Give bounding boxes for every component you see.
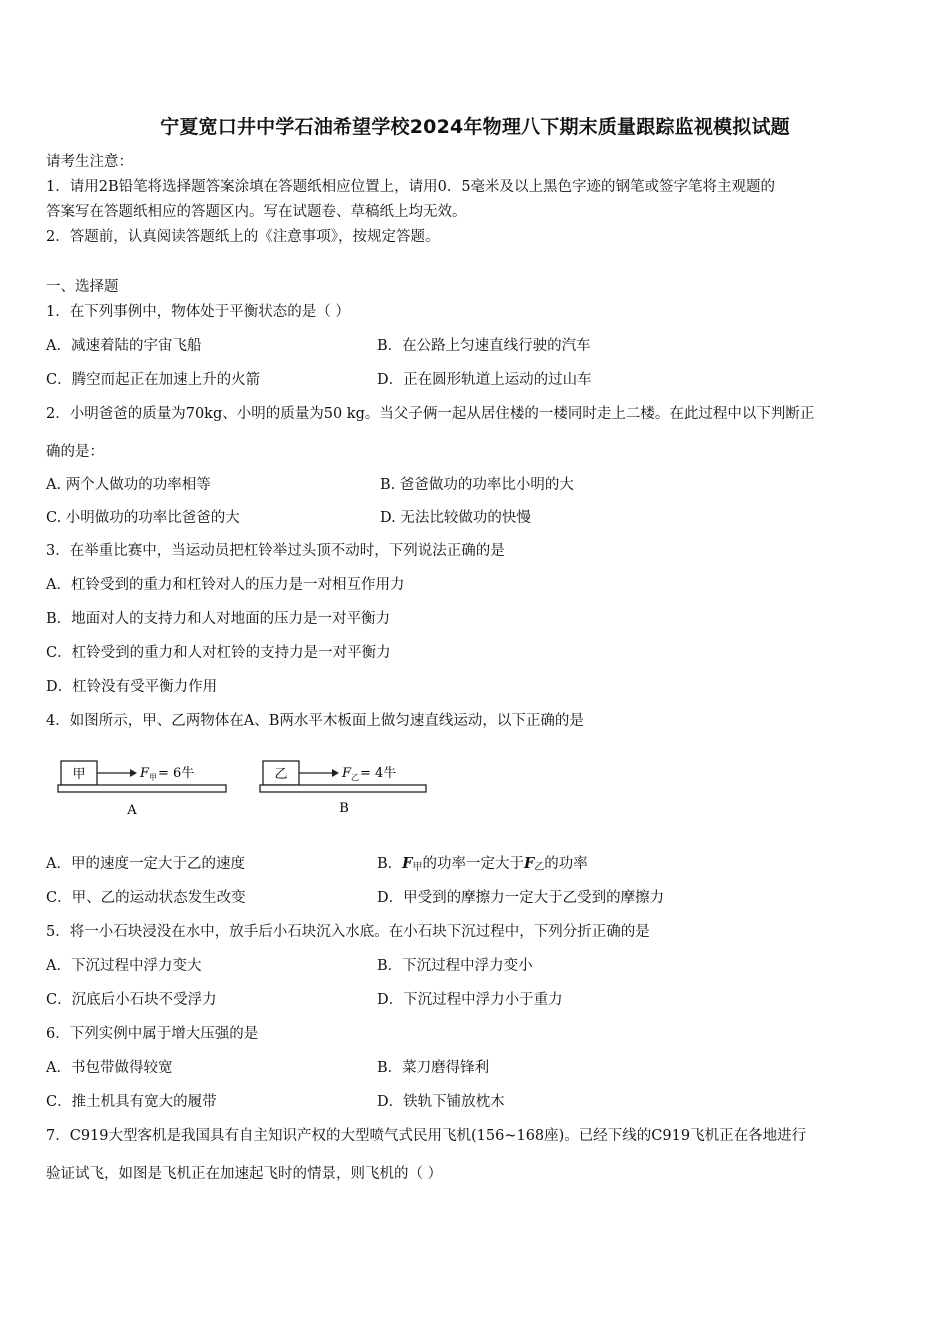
question-4-option-c: C．甲、乙的运动状态发生改变	[46, 890, 246, 906]
question-6-stem: 6．下列实例中属于增大压强的是	[46, 1026, 259, 1042]
force-arrow-b-head	[332, 769, 339, 777]
question-2-option-c: C. 小明做功的功率比爸爸的大	[46, 510, 240, 526]
section-heading: 一、选择题	[46, 279, 119, 295]
question-4-option-d: D．甲受到的摩擦力一定大于乙受到的摩擦力	[377, 890, 665, 906]
question-6-option-b: B．菜刀磨得锋利	[377, 1060, 490, 1076]
question-2-option-d: D. 无法比较做功的快慢	[380, 510, 531, 526]
question-3-option-d: D．杠铃没有受平衡力作用	[46, 679, 218, 695]
board-a-label: A	[127, 803, 137, 818]
board-b-label: B	[339, 801, 349, 816]
question-6-option-a: A．书包带做得较宽	[46, 1060, 173, 1076]
notice-heading: 请考生注意：	[46, 154, 133, 170]
question-7-stem-line-1: 7．C919大型客机是我国具有自主知识产权的大型喷气式民用飞机(156~168座)。已经下线的C919飞机正在各地进行	[46, 1128, 807, 1144]
question-2-stem-line-2: 确的是：	[46, 444, 104, 460]
question-2-stem-line-1: 2．小明爸爸的质量为70kg、小明的质量为50 kg。当父子俩一起从居住楼的一楼同时走上二楼。在此过程中以下判断正	[46, 406, 815, 422]
question-1-option-a: A．减速着陆的宇宙飞船	[46, 338, 202, 354]
question-1-stem: 1．在下列事例中，物体处于平衡状态的是（ ）	[46, 304, 350, 320]
force-b-label: $F_乙= 4$牛	[342, 766, 397, 782]
notice-item-1-line-1: 1．请用2B铅笔将选择题答案涂填在答题纸相应位置上，请用0．5毫米及以上黑色字迹的钢笔或签字笔将主观题的	[46, 179, 776, 195]
question-3-stem: 3．在举重比赛中，当运动员把杠铃举过头顶不动时，下列说法正确的是	[46, 543, 505, 559]
question-3-option-a: A．杠铃受到的重力和杠铃对人的压力是一对相互作用力	[46, 577, 405, 593]
question-2-option-a: A. 两个人做功的功率相等	[46, 477, 211, 493]
force-arrow-a-head	[130, 769, 137, 777]
page-title: 宁夏宽口井中学石油希望学校2024年物理八下期末质量跟踪监视模拟试题	[160, 116, 790, 138]
question-4-option-b: B．$F_甲$的功率一定大于$F_乙$的功率	[377, 855, 588, 873]
notice-item-2: 2．答题前，认真阅读答题纸上的《注意事项》，按规定答题。	[46, 229, 440, 245]
question-5-option-c: C．沉底后小石块不受浮力	[46, 992, 217, 1008]
question-7-stem-line-2: 验证试飞，如图是飞机正在加速起飞时的情景，则飞机的（ ）	[46, 1166, 443, 1182]
question-1-option-b: B．在公路上匀速直线行驶的汽车	[377, 338, 591, 354]
block-yi-label: 乙	[274, 767, 288, 782]
question-5-option-a: A．下沉过程中浮力变大	[46, 958, 202, 974]
question-4-stem: 4．如图所示，甲、乙两物体在A、B两水平木板面上做匀速直线运动，以下正确的是	[46, 713, 584, 729]
question-2-option-b: B. 爸爸做功的功率比小明的大	[380, 477, 574, 493]
question-1-option-c: C．腾空而起正在加速上升的火箭	[46, 372, 261, 388]
question-4-figure	[56, 754, 436, 824]
question-6-option-d: D．铁轨下铺放枕木	[377, 1094, 505, 1110]
question-4-option-a: A．甲的速度一定大于乙的速度	[46, 856, 245, 872]
question-1-option-d: D．正在圆形轨道上运动的过山车	[377, 372, 592, 388]
question-5-option-b: B．下沉过程中浮力变小	[377, 958, 533, 974]
question-3-option-c: C．杠铃受到的重力和人对杠铃的支持力是一对平衡力	[46, 645, 391, 661]
question-3-option-b: B．地面对人的支持力和人对地面的压力是一对平衡力	[46, 611, 391, 627]
board-b	[260, 785, 426, 792]
block-jia-label: 甲	[72, 767, 86, 782]
question-6-option-c: C．推土机具有宽大的履带	[46, 1094, 217, 1110]
question-5-option-d: D．下沉过程中浮力小于重力	[377, 992, 563, 1008]
notice-item-1-line-2: 答案写在答题纸相应的答题区内。写在试题卷、草稿纸上均无效。	[46, 204, 467, 220]
force-a-label: $F_甲= 6$牛	[140, 766, 195, 782]
question-5-stem: 5．将一小石块浸没在水中，放手后小石块沉入水底。在小石块下沉过程中，下列分折正确的是	[46, 924, 650, 940]
board-a	[58, 785, 226, 792]
